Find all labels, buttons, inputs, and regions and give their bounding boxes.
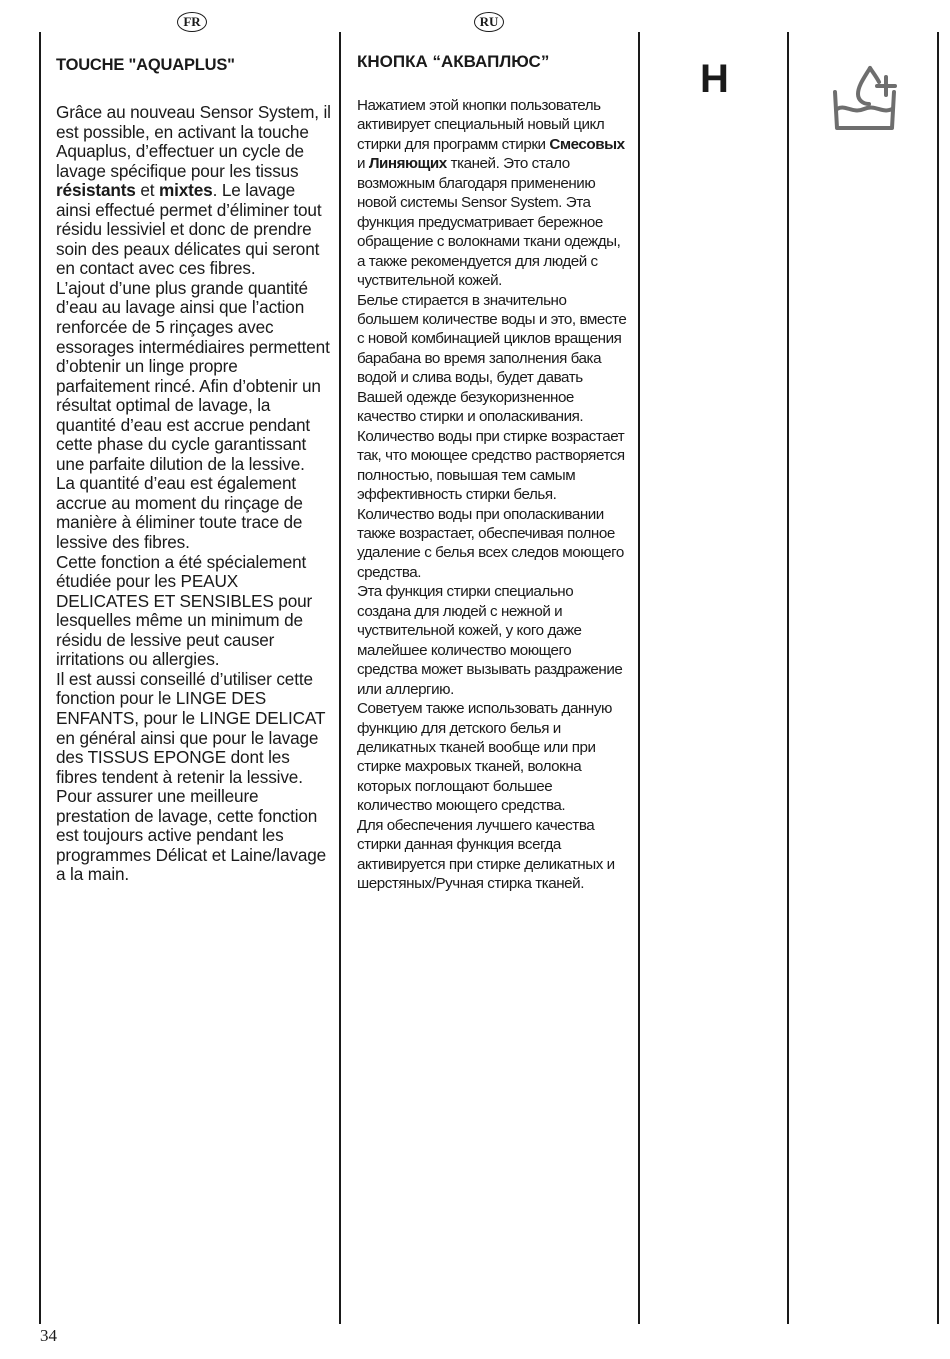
column-divider — [937, 32, 939, 1324]
ru-heading: КНОПКА “АКВАПЛЮС” — [357, 52, 550, 71]
column-divider — [339, 32, 341, 1324]
fr-paragraph: L’ajout d’une plus grande quantité d’eau au lavage ainsi que l’action renforcée de 5 rinçages avec essorages intermédiaires permettent d’obtenir un linge propre parfaitement rincé. Afin d’obtenir un résultat optimal de lavage, la quantité d’eau est accrue pendant cette phase du cycle garantissant une parfaite dilution de la lessive. — [56, 277, 330, 474]
fr-paragraph: Grâce au nouveau Sensor System, il est possible, en activant la touche Aquaplus, d’effectuer un cycle de lavage spécifique pour les tissus résistants et mixtes. Le lavage ainsi effectué permet d’éliminer tout résidu lessiviel et donc de prendre soin des peaux délicates qui seront en contact avec ces fibres. — [56, 102, 331, 279]
ru-bold-term: Смесовых — [549, 135, 625, 153]
column-divider — [787, 32, 789, 1324]
page-number: 34 — [40, 1326, 57, 1345]
language-badge-fr: FR — [177, 12, 207, 32]
fr-paragraph: Il est aussi conseillé d’utiliser cette fonction pour le LINGE DES ENFANTS, pour le LINGE DELICAT en général ainsi que pour le lavage des TISSUS EPONGE dont les fibres tendent à retenir la lessive. — [56, 668, 325, 787]
ru-paragraph: Эта функция стирки специально создана для людей с нежной и чуствительной кожей, у кого даже малейшее количество моющего средства может вызывать раздражение или аллергию. — [357, 583, 623, 698]
fr-heading: TOUCHE "AQUAPLUS" — [56, 56, 235, 74]
fr-paragraph: La quantité d’eau est également accrue au moment du rinçage de manière à éliminer toute trace de lessive des fibres. — [56, 473, 303, 553]
language-badge-ru: RU — [474, 12, 504, 32]
fr-bold-term: résistants — [56, 180, 136, 201]
fr-bold-term: mixtes — [159, 180, 213, 201]
ru-paragraph: Для обеспечения лучшего качества стирки данная функция всегда активируется при стирке деликатных и шерстяных/Ручная стирка тканей. — [357, 816, 615, 893]
ru-paragraph: Белье стирается в значительно большем количестве воды и это, вместе с новой комбинацией циклов вращения барабана во время заполнения бака водой и слива воды, будет давать Вашей одежде безукоризненное качество стирки и ополаскивания. — [357, 291, 627, 426]
russian-column — [357, 52, 629, 894]
french-column — [56, 52, 334, 885]
ru-body — [357, 96, 629, 894]
button-label-h: H — [700, 57, 729, 101]
fr-paragraph: Pour assurer une meilleure prestation de lavage, cette fonction est toujours active pendant les programmes Délicat et Laine/lavage a la main. — [56, 786, 327, 885]
ru-paragraph: Нажатием этой кнопки пользователь активирует специальный новый цикл стирки для программ стирки Смесовых и Линяющих тканей. Это стало возможным благодаря применению новой системы Sensor System. Эта функция предусматривает бережное обращение с волокнами ткани одежды, а также рекомендуется для людей с чуствительной кожей. — [357, 97, 625, 290]
ru-paragraph: Советуем также использовать данную функцию для детского белья и деликатных тканей вообще или при стирке махровых тканей, волокна которых поглощают большее количество моющего средства. — [357, 700, 612, 815]
ru-paragraph: Количество воды при стирке возрастает так, что моющее средство растворяется полностью, повышая тем самым эффективность стирки белья. — [357, 427, 625, 504]
fr-body — [56, 103, 334, 885]
ru-paragraph: Количество воды при ополаскивании также возрастает, обеспечивая полное удаление с белья всех следов моющего средства. — [357, 505, 624, 581]
column-divider — [638, 32, 640, 1324]
fr-paragraph: Cette fonction a été spécialement étudiée pour les PEAUX DELICATES ET SENSIBLES pour lesquelles même un minimum de résidu de lessive peut causer irritations ou allergies. — [56, 551, 313, 670]
ru-bold-term: Линяющих — [368, 155, 447, 173]
aquaplus-basin-icon — [830, 62, 900, 134]
column-divider — [39, 32, 41, 1324]
